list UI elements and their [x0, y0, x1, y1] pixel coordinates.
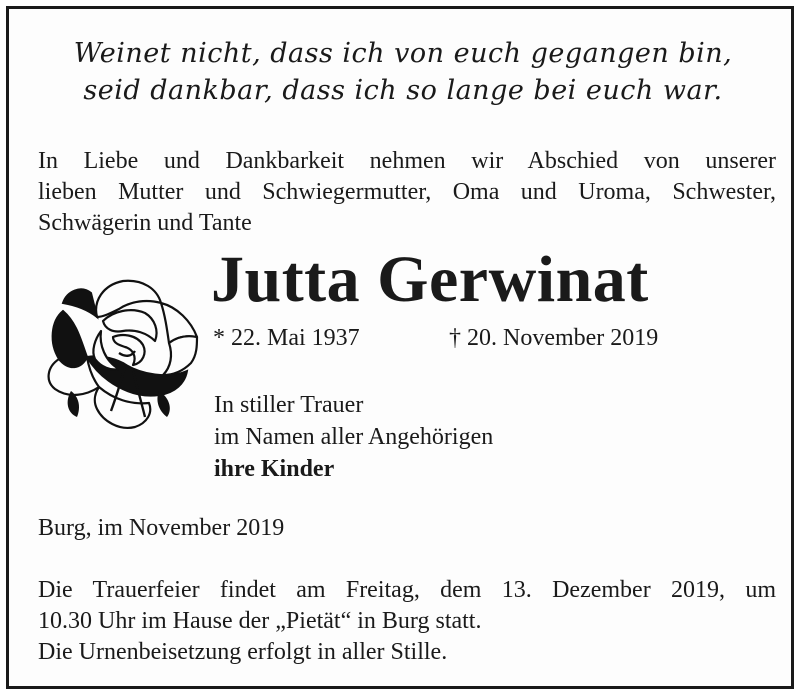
- ceremony-notice: [38, 575, 776, 668]
- deceased-name: Jutta Gerwinat: [211, 243, 649, 316]
- motto-verse: [9, 35, 797, 109]
- ceremony-line-1: Die Trauerfeier findet am Freitag, dem 13. Dezember 2019, um: [38, 577, 776, 603]
- motto-line-2: seid dankbar, dass ich so lange bei euch war.: [83, 75, 723, 106]
- ceremony-line-2: 10.30 Uhr im Hause der „Pietät“ in Burg statt.: [38, 608, 482, 634]
- rose-icon: [41, 271, 203, 443]
- mourning-line-1: In stiller Trauer: [214, 392, 364, 418]
- mourning-line-2: im Namen aller Angehörigen: [214, 424, 494, 450]
- mourners-signature: ihre Kinder: [214, 456, 335, 482]
- intro-line-1: In Liebe und Dankbarkeit nehmen wir Abschied von unserer: [38, 148, 776, 174]
- place-date: Burg, im November 2019: [38, 515, 285, 541]
- intro-line-2: lieben Mutter und Schwiegermutter, Oma und Uroma, Schwester,: [38, 179, 776, 205]
- obituary-frame: [6, 6, 794, 689]
- motto-line-1: Weinet nicht, dass ich von euch gegangen bin,: [73, 38, 733, 69]
- birth-date: * 22. Mai 1937: [213, 325, 360, 351]
- ceremony-line-3: Die Urnenbeisetzung erfolgt in aller Stille.: [38, 639, 448, 665]
- intro-line-3: Schwägerin und Tante: [38, 210, 252, 236]
- mourning-block: [214, 389, 493, 485]
- death-date: † 20. November 2019: [449, 325, 659, 351]
- intro-text: [38, 146, 776, 239]
